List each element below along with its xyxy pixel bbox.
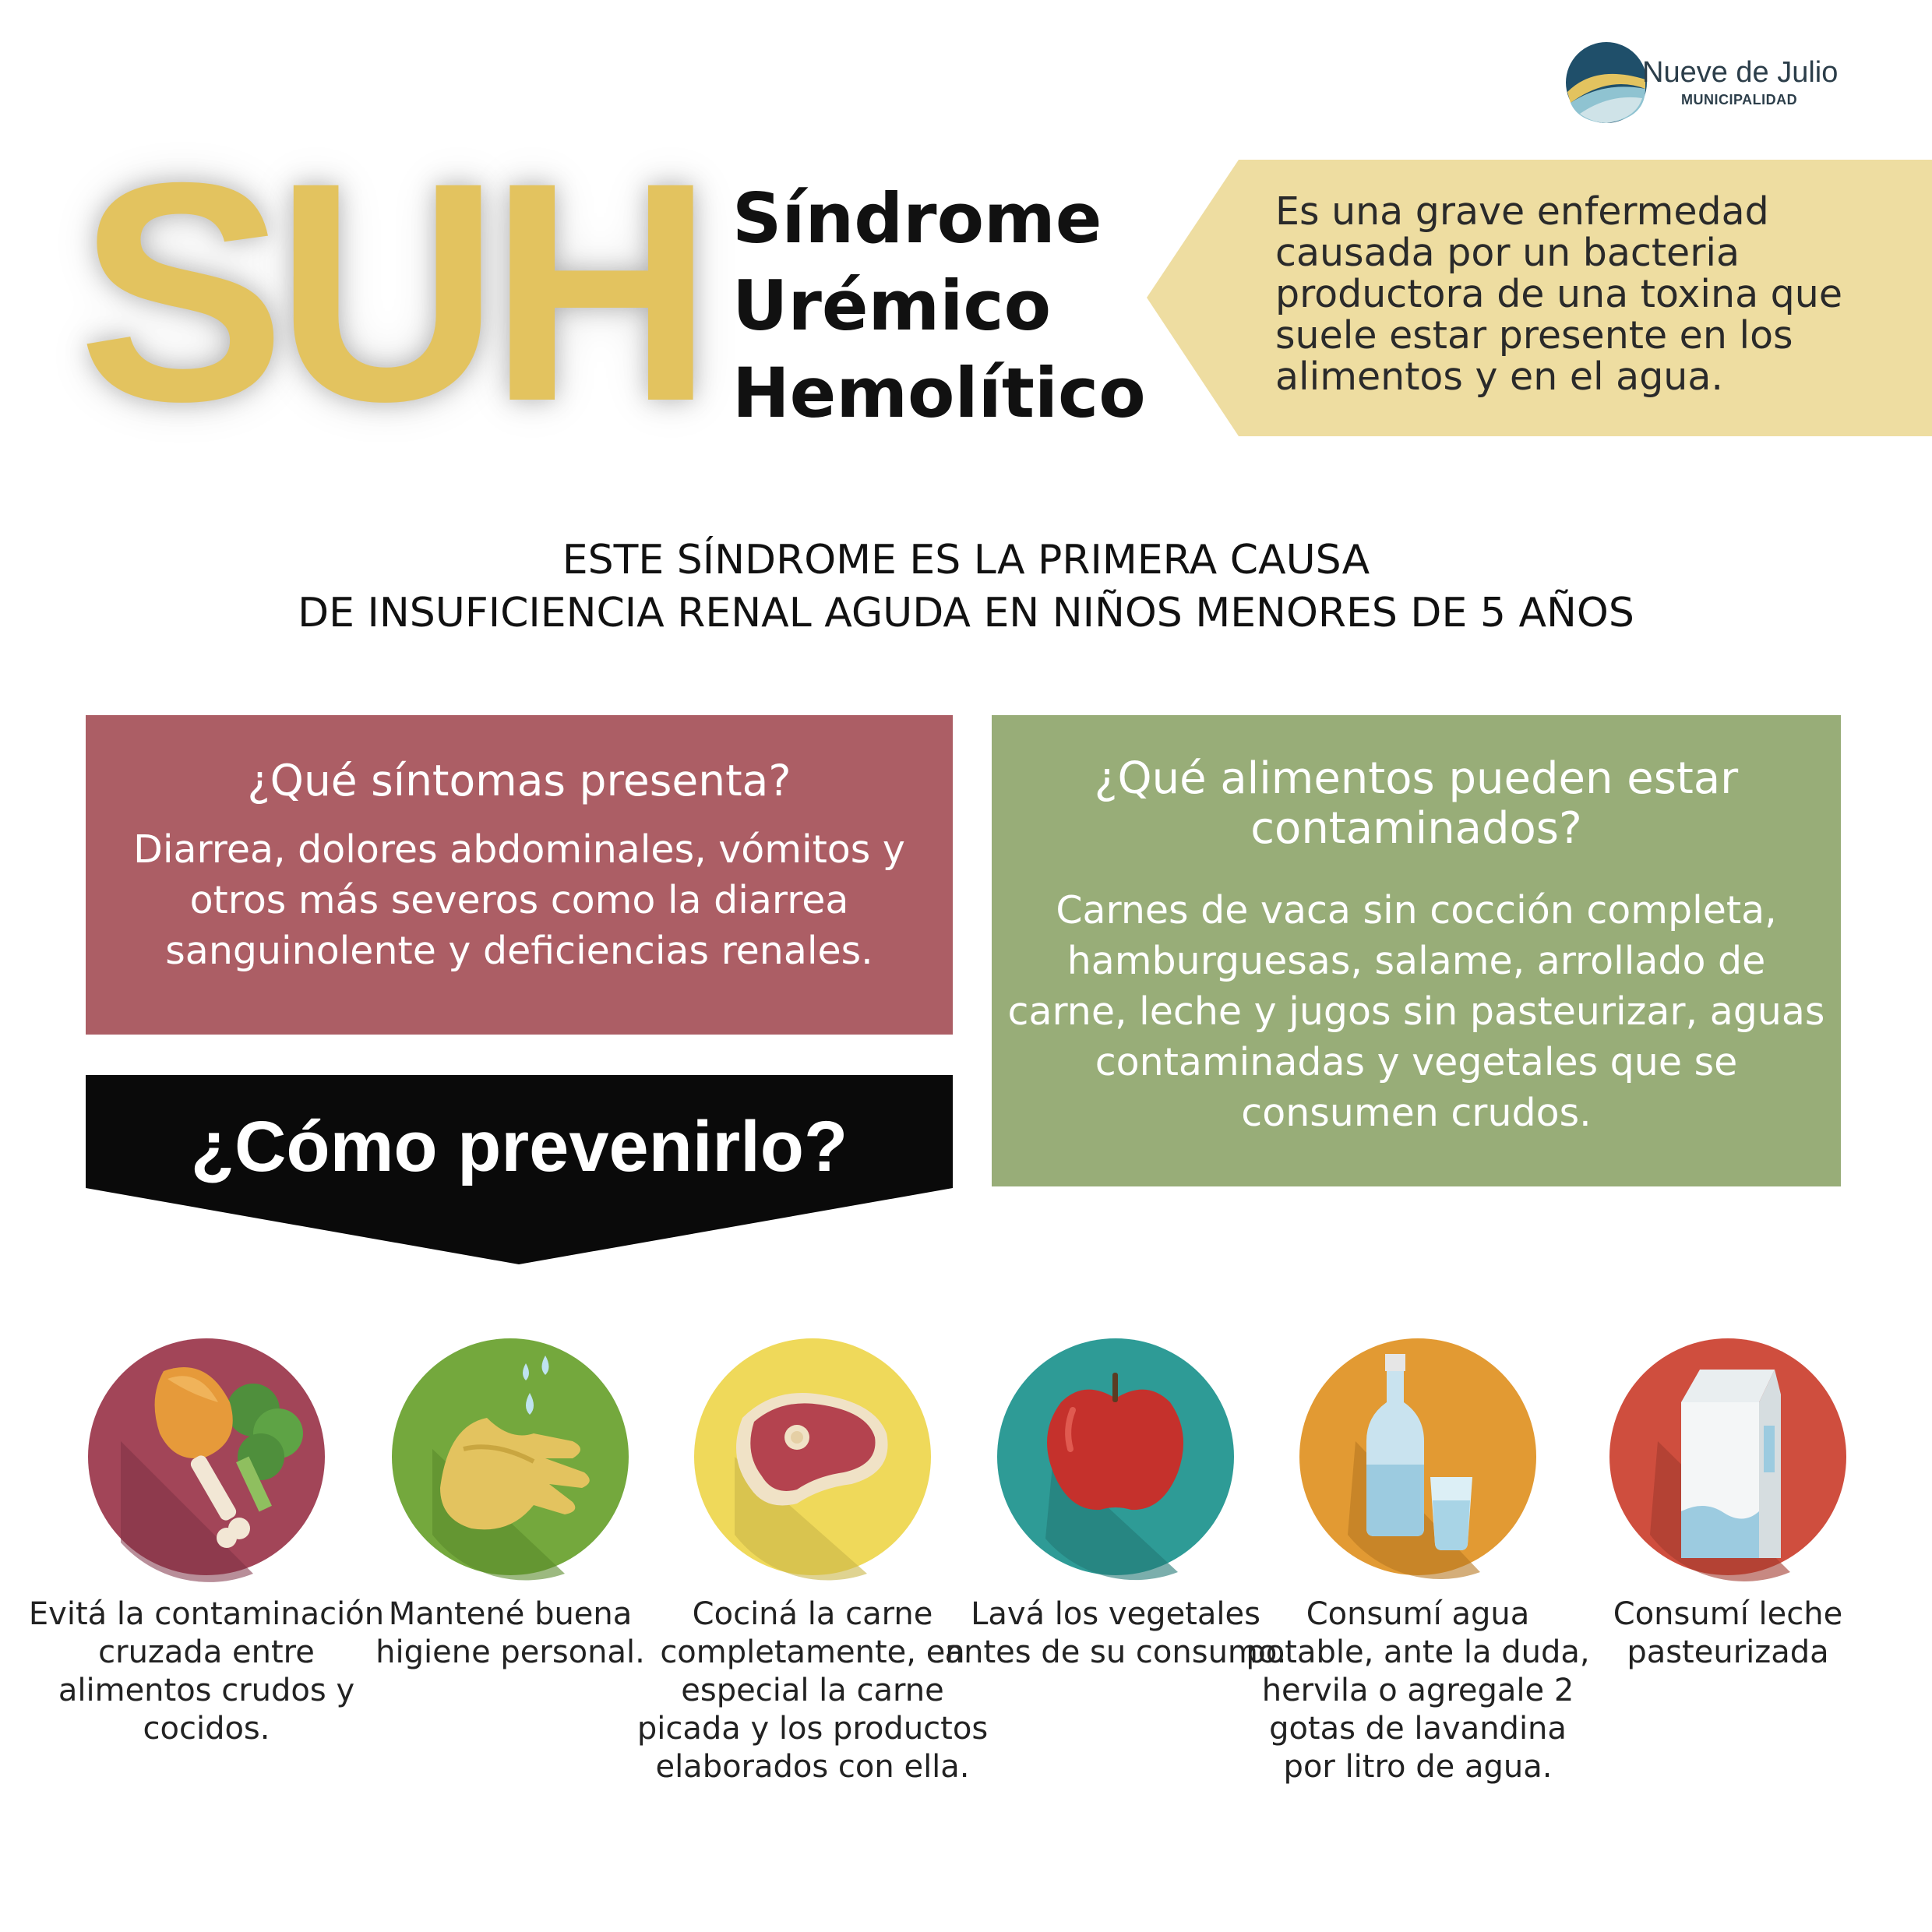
prevention-title: ¿Cómo prevenirlo? xyxy=(190,1107,848,1186)
foods-question: ¿Qué alimentos pueden estar contaminados? xyxy=(1094,753,1739,854)
syndrome-name xyxy=(732,175,1146,437)
headline-line-2: DE INSUFICIENCIA RENAL AGUDA EN NIÑOS MENORES DE 5 AÑOS xyxy=(298,590,1634,636)
title-line-2: Urémico xyxy=(732,266,1052,346)
tip-text: Consumí leche pasteurizada xyxy=(1613,1596,1843,1670)
symptoms-answer: Diarrea, dolores abdominales, vómitos y otros más severos como la diarrea sanguinolente y deficiencias renales. xyxy=(133,827,905,973)
water-bottle-icon xyxy=(1285,1324,1550,1589)
definition-text: Es una grave enfermedad causada por un bacteria productora de una toxina que suele estar presente en los alimentos y en el agua. xyxy=(1275,189,1842,399)
tip-text: Cociná la carne completamente, en especial la carne picada y los productos elaborados con ella. xyxy=(636,1596,989,1785)
title-line-1: Síndrome xyxy=(732,178,1102,259)
definition-banner xyxy=(1147,160,1932,436)
symptoms-question: ¿Qué síntomas presenta? xyxy=(247,756,791,806)
tip-text: Evitá la contaminación cruzada entre alimentos crudos y cocidos. xyxy=(28,1596,385,1747)
logo-subtitle: MUNICIPALIDAD xyxy=(1681,92,1798,108)
tip-text: Lavá los vegetales antes de su consumo. xyxy=(944,1596,1287,1670)
steak-icon xyxy=(680,1324,945,1589)
acronym-title: SUH xyxy=(78,118,703,466)
milk-carton-icon xyxy=(1595,1324,1860,1589)
tip-text: Mantené buena higiene personal. xyxy=(375,1596,645,1670)
headline xyxy=(0,534,1932,640)
prevention-banner xyxy=(86,1075,953,1266)
apple-icon xyxy=(983,1324,1248,1589)
foods-answer: Carnes de vaca sin cocción completa, hamburguesas, salame, arrollado de carne, leche y jugos sin pasteurizar, aguas contaminadas y vegetales que se consumen crudos. xyxy=(1007,888,1825,1135)
chicken-broccoli-icon xyxy=(74,1324,339,1589)
symptoms-box xyxy=(86,715,953,1035)
foods-box xyxy=(992,715,1841,1186)
title-line-3: Hemolítico xyxy=(732,353,1146,433)
logo-name: Nueve de Julio xyxy=(1642,56,1839,89)
headline-line-1: ESTE SÍNDROME ES LA PRIMERA CAUSA xyxy=(562,537,1370,583)
logo-mark-icon xyxy=(1564,41,1648,125)
washing-hands-icon xyxy=(378,1324,643,1589)
tip-text: Consumí agua potable, ante la duda, hervila o agregale 2 gotas de lavandina por litro de agua. xyxy=(1246,1596,1590,1785)
municipality-logo xyxy=(1564,41,1891,126)
